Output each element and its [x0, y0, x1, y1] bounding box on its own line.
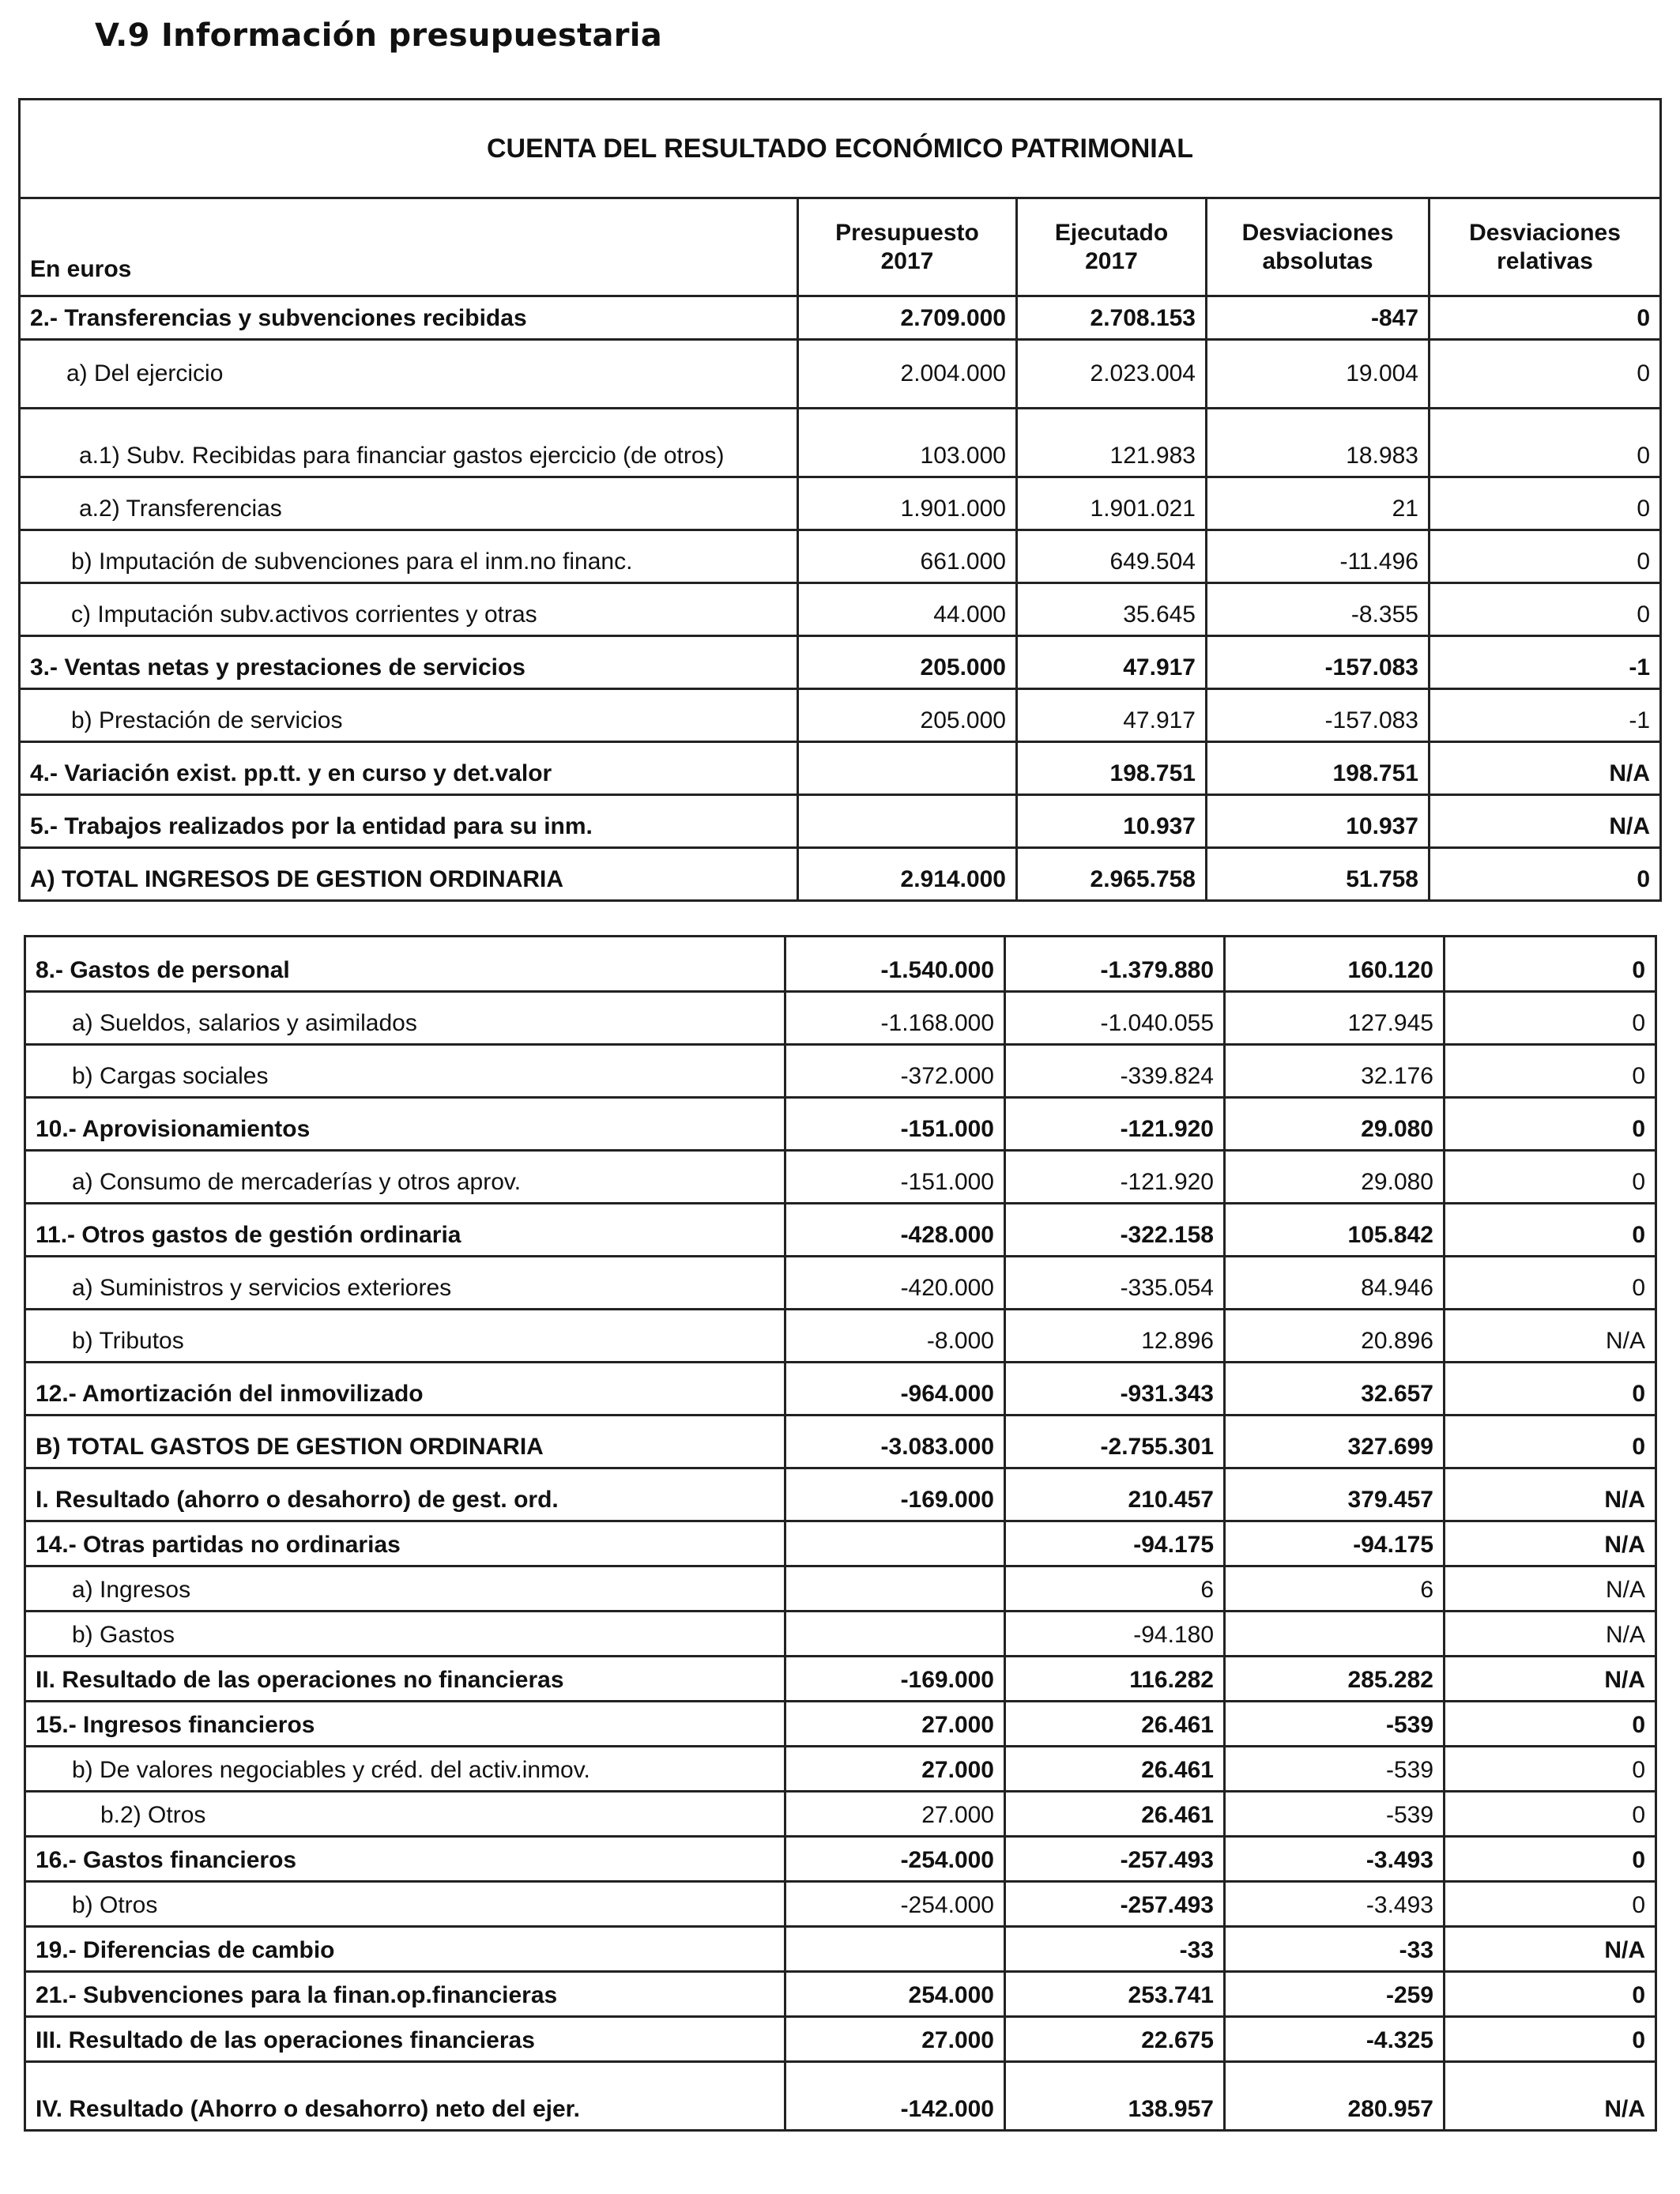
income-table	[18, 98, 1662, 902]
row-label: a) Consumo de mercaderías y otros aprov.	[25, 1151, 785, 1204]
cell-desv-relativa: 0	[1445, 1257, 1656, 1310]
header-units: En euros	[20, 198, 798, 296]
row-label: III. Resultado de las operaciones financieras	[25, 2017, 785, 2062]
row-label: 14.- Otras partidas no ordinarias	[25, 1521, 785, 1566]
table-row	[25, 1566, 1656, 1612]
cell-presupuesto: 27.000	[785, 1747, 1005, 1792]
cell-ejecutado: 47.917	[1017, 689, 1207, 742]
cell-ejecutado: -931.343	[1005, 1363, 1225, 1416]
cell-presupuesto: -254.000	[785, 1882, 1005, 1927]
cell-ejecutado: 35.645	[1017, 583, 1207, 636]
table-row	[25, 992, 1656, 1045]
row-label: B) TOTAL GASTOS DE GESTION ORDINARIA	[25, 1416, 785, 1468]
cell-presupuesto: 103.000	[798, 409, 1017, 477]
cell-ejecutado: -1.379.880	[1005, 937, 1225, 992]
cell-desv-absoluta: -8.355	[1207, 583, 1430, 636]
cell-presupuesto: 2.914.000	[798, 848, 1017, 901]
row-label: b) Tributos	[25, 1310, 785, 1363]
table-row	[20, 689, 1661, 742]
table-row	[20, 795, 1661, 848]
cell-desv-relativa: 0	[1430, 409, 1661, 477]
cell-ejecutado: -257.493	[1005, 1837, 1225, 1882]
column-header-row	[20, 198, 1661, 296]
cell-presupuesto: -1.168.000	[785, 992, 1005, 1045]
cell-ejecutado: -121.920	[1005, 1151, 1225, 1204]
cell-presupuesto: 205.000	[798, 636, 1017, 689]
cell-desv-relativa: N/A	[1445, 1612, 1656, 1657]
cell-ejecutado: 2.965.758	[1017, 848, 1207, 901]
cell-ejecutado: 1.901.021	[1017, 477, 1207, 530]
page-heading: V.9 Información presupuestaria	[95, 17, 663, 54]
cell-presupuesto: -3.083.000	[785, 1416, 1005, 1468]
row-label: b) Cargas sociales	[25, 1045, 785, 1098]
cell-desv-absoluta: 21	[1207, 477, 1430, 530]
row-label: IV. Resultado (Ahorro o desahorro) neto del ejer.	[25, 2062, 785, 2131]
cell-presupuesto: -1.540.000	[785, 937, 1005, 992]
cell-desv-relativa: N/A	[1445, 1310, 1656, 1363]
cell-presupuesto: -142.000	[785, 2062, 1005, 2131]
cell-desv-absoluta: 29.080	[1225, 1098, 1445, 1151]
table-row	[25, 2062, 1656, 2131]
row-label: a.2) Transferencias	[20, 477, 798, 530]
table-row	[20, 340, 1661, 409]
table-row	[25, 2017, 1656, 2062]
cell-ejecutado: 121.983	[1017, 409, 1207, 477]
table-row	[20, 583, 1661, 636]
cell-ejecutado: 22.675	[1005, 2017, 1225, 2062]
cell-ejecutado: -33	[1005, 1927, 1225, 1972]
cell-desv-absoluta: 32.176	[1225, 1045, 1445, 1098]
header-desv-absolutas: Desviaciones absolutas	[1207, 198, 1430, 296]
cell-desv-absoluta: 29.080	[1225, 1151, 1445, 1204]
cell-presupuesto: 27.000	[785, 2017, 1005, 2062]
row-label: b) Gastos	[25, 1612, 785, 1657]
row-label: b) Prestación de servicios	[20, 689, 798, 742]
cell-desv-relativa: N/A	[1445, 2062, 1656, 2131]
cell-ejecutado: 47.917	[1017, 636, 1207, 689]
row-label: I. Resultado (ahorro o desahorro) de gest. ord.	[25, 1468, 785, 1521]
cell-desv-absoluta: 327.699	[1225, 1416, 1445, 1468]
cell-presupuesto: 1.901.000	[798, 477, 1017, 530]
table-row	[25, 1098, 1656, 1151]
row-label: 3.- Ventas netas y prestaciones de servicios	[20, 636, 798, 689]
cell-desv-relativa: 0	[1445, 937, 1656, 992]
table-row	[25, 1837, 1656, 1882]
cell-ejecutado: 210.457	[1005, 1468, 1225, 1521]
cell-desv-relativa: 0	[1445, 1882, 1656, 1927]
row-label: b.2) Otros	[25, 1792, 785, 1837]
cell-presupuesto	[798, 795, 1017, 848]
cell-desv-absoluta: 20.896	[1225, 1310, 1445, 1363]
cell-presupuesto: -964.000	[785, 1363, 1005, 1416]
cell-desv-absoluta: -3.493	[1225, 1837, 1445, 1882]
cell-desv-relativa: 0	[1445, 1045, 1656, 1098]
cell-ejecutado: 253.741	[1005, 1972, 1225, 2017]
cell-ejecutado: 6	[1005, 1566, 1225, 1612]
row-label: a) Del ejercicio	[20, 340, 798, 409]
cell-desv-relativa: 0	[1445, 1972, 1656, 2017]
table-row	[20, 530, 1661, 583]
row-label: 4.- Variación exist. pp.tt. y en curso y det.valor	[20, 742, 798, 795]
table-row	[20, 477, 1661, 530]
cell-ejecutado: 198.751	[1017, 742, 1207, 795]
cell-desv-absoluta: -3.493	[1225, 1882, 1445, 1927]
row-label: 19.- Diferencias de cambio	[25, 1927, 785, 1972]
cell-desv-relativa: N/A	[1430, 795, 1661, 848]
cell-desv-absoluta: 198.751	[1207, 742, 1430, 795]
cell-ejecutado: -257.493	[1005, 1882, 1225, 1927]
table-row	[25, 1151, 1656, 1204]
cell-desv-absoluta: 280.957	[1225, 2062, 1445, 2131]
cell-presupuesto: -151.000	[785, 1151, 1005, 1204]
row-label: 5.- Trabajos realizados por la entidad para su inm.	[20, 795, 798, 848]
table-row	[25, 1927, 1656, 1972]
row-label: 21.- Subvenciones para la finan.op.financieras	[25, 1972, 785, 2017]
cell-desv-absoluta: 51.758	[1207, 848, 1430, 901]
cell-desv-absoluta: 32.657	[1225, 1363, 1445, 1416]
table-row	[25, 1045, 1656, 1098]
cell-ejecutado: -94.180	[1005, 1612, 1225, 1657]
cell-desv-absoluta: 84.946	[1225, 1257, 1445, 1310]
table-row	[20, 296, 1661, 340]
cell-presupuesto	[785, 1521, 1005, 1566]
cell-presupuesto: -428.000	[785, 1204, 1005, 1257]
cell-ejecutado: -1.040.055	[1005, 992, 1225, 1045]
header-desv-relativas: Desviaciones relativas	[1430, 198, 1661, 296]
cell-presupuesto: 27.000	[785, 1792, 1005, 1837]
cell-desv-relativa: 0	[1445, 1204, 1656, 1257]
cell-presupuesto: 44.000	[798, 583, 1017, 636]
cell-desv-relativa: N/A	[1445, 1657, 1656, 1702]
cell-desv-absoluta: -847	[1207, 296, 1430, 340]
cell-desv-absoluta: 379.457	[1225, 1468, 1445, 1521]
table-title-row	[20, 100, 1661, 198]
row-label: A) TOTAL INGRESOS DE GESTION ORDINARIA	[20, 848, 798, 901]
cell-desv-relativa: 0	[1430, 848, 1661, 901]
cell-desv-relativa: -1	[1430, 636, 1661, 689]
cell-desv-absoluta: -4.325	[1225, 2017, 1445, 2062]
table-row	[25, 1204, 1656, 1257]
cell-desv-relativa: 0	[1445, 1416, 1656, 1468]
cell-desv-absoluta: -539	[1225, 1747, 1445, 1792]
cell-ejecutado: -121.920	[1005, 1098, 1225, 1151]
header-presupuesto: Presupuesto 2017	[798, 198, 1017, 296]
table-row	[25, 1468, 1656, 1521]
cell-desv-absoluta: -33	[1225, 1927, 1445, 1972]
cell-desv-relativa: 0	[1430, 340, 1661, 409]
row-label: II. Resultado de las operaciones no financieras	[25, 1657, 785, 1702]
row-label: c) Imputación subv.activos corrientes y otras	[20, 583, 798, 636]
cell-ejecutado: 649.504	[1017, 530, 1207, 583]
cell-ejecutado: 2.708.153	[1017, 296, 1207, 340]
cell-desv-relativa: 0	[1445, 1363, 1656, 1416]
cell-desv-absoluta: 10.937	[1207, 795, 1430, 848]
table-row	[25, 1792, 1656, 1837]
cell-desv-absoluta: -11.496	[1207, 530, 1430, 583]
cell-desv-absoluta: 18.983	[1207, 409, 1430, 477]
expense-table	[24, 935, 1657, 2132]
cell-presupuesto	[785, 1566, 1005, 1612]
cell-ejecutado: -335.054	[1005, 1257, 1225, 1310]
cell-presupuesto: -372.000	[785, 1045, 1005, 1098]
cell-desv-absoluta	[1225, 1612, 1445, 1657]
table-row	[25, 1416, 1656, 1468]
cell-desv-relativa: N/A	[1445, 1468, 1656, 1521]
cell-presupuesto: 254.000	[785, 1972, 1005, 2017]
cell-desv-absoluta: -539	[1225, 1792, 1445, 1837]
table-title: CUENTA DEL RESULTADO ECONÓMICO PATRIMONIAL	[20, 100, 1661, 198]
cell-ejecutado: 2.023.004	[1017, 340, 1207, 409]
cell-desv-relativa: 0	[1445, 1837, 1656, 1882]
cell-ejecutado: 26.461	[1005, 1792, 1225, 1837]
table-row	[25, 937, 1656, 992]
cell-ejecutado: 26.461	[1005, 1747, 1225, 1792]
table-row	[20, 742, 1661, 795]
table-row	[25, 1612, 1656, 1657]
cell-desv-absoluta: -94.175	[1225, 1521, 1445, 1566]
cell-desv-relativa: N/A	[1430, 742, 1661, 795]
cell-desv-absoluta: 127.945	[1225, 992, 1445, 1045]
cell-ejecutado: -94.175	[1005, 1521, 1225, 1566]
cell-ejecutado: 116.282	[1005, 1657, 1225, 1702]
cell-desv-relativa: 0	[1445, 1151, 1656, 1204]
table-row	[25, 1972, 1656, 2017]
cell-desv-relativa: 0	[1445, 1098, 1656, 1151]
cell-ejecutado: 26.461	[1005, 1702, 1225, 1747]
row-label: 15.- Ingresos financieros	[25, 1702, 785, 1747]
cell-presupuesto: -169.000	[785, 1657, 1005, 1702]
cell-desv-relativa: 0	[1445, 2017, 1656, 2062]
cell-presupuesto	[785, 1612, 1005, 1657]
row-label: 2.- Transferencias y subvenciones recibidas	[20, 296, 798, 340]
cell-desv-relativa: 0	[1430, 477, 1661, 530]
cell-desv-relativa: 0	[1430, 296, 1661, 340]
table-row	[25, 1521, 1656, 1566]
cell-desv-relativa: N/A	[1445, 1521, 1656, 1566]
table-row	[25, 1747, 1656, 1792]
row-label: 11.- Otros gastos de gestión ordinaria	[25, 1204, 785, 1257]
table-row	[25, 1702, 1656, 1747]
cell-presupuesto	[798, 742, 1017, 795]
cell-presupuesto: 205.000	[798, 689, 1017, 742]
row-label: a) Suministros y servicios exteriores	[25, 1257, 785, 1310]
cell-presupuesto: -8.000	[785, 1310, 1005, 1363]
cell-desv-relativa: N/A	[1445, 1927, 1656, 1972]
cell-desv-absoluta: -157.083	[1207, 689, 1430, 742]
cell-presupuesto: -151.000	[785, 1098, 1005, 1151]
cell-desv-relativa: 0	[1430, 530, 1661, 583]
table-row	[25, 1657, 1656, 1702]
row-label: a.1) Subv. Recibidas para financiar gastos ejercicio (de otros)	[20, 409, 798, 477]
cell-presupuesto: 27.000	[785, 1702, 1005, 1747]
row-label: 16.- Gastos financieros	[25, 1837, 785, 1882]
cell-desv-relativa: 0	[1445, 992, 1656, 1045]
cell-desv-absoluta: 19.004	[1207, 340, 1430, 409]
row-label: 10.- Aprovisionamientos	[25, 1098, 785, 1151]
cell-desv-relativa: 0	[1445, 1747, 1656, 1792]
table-row	[20, 848, 1661, 901]
header-ejecutado: Ejecutado 2017	[1017, 198, 1207, 296]
table-row	[25, 1310, 1656, 1363]
cell-desv-absoluta: -259	[1225, 1972, 1445, 2017]
table-row	[25, 1257, 1656, 1310]
cell-ejecutado: -322.158	[1005, 1204, 1225, 1257]
cell-desv-absoluta: -539	[1225, 1702, 1445, 1747]
cell-desv-absoluta: 105.842	[1225, 1204, 1445, 1257]
row-label: 8.- Gastos de personal	[25, 937, 785, 992]
cell-ejecutado: 138.957	[1005, 2062, 1225, 2131]
row-label: b) Imputación de subvenciones para el inm.no financ.	[20, 530, 798, 583]
row-label: b) Otros	[25, 1882, 785, 1927]
cell-desv-absoluta: 285.282	[1225, 1657, 1445, 1702]
table-row	[20, 409, 1661, 477]
cell-presupuesto: 2.004.000	[798, 340, 1017, 409]
cell-presupuesto: -420.000	[785, 1257, 1005, 1310]
row-label: a) Sueldos, salarios y asimilados	[25, 992, 785, 1045]
cell-ejecutado: 10.937	[1017, 795, 1207, 848]
cell-presupuesto	[785, 1927, 1005, 1972]
table-row	[20, 636, 1661, 689]
cell-desv-absoluta: 6	[1225, 1566, 1445, 1612]
table-row	[25, 1363, 1656, 1416]
cell-presupuesto: 661.000	[798, 530, 1017, 583]
cell-desv-absoluta: 160.120	[1225, 937, 1445, 992]
row-label: b) De valores negociables y créd. del activ.inmov.	[25, 1747, 785, 1792]
cell-presupuesto: 2.709.000	[798, 296, 1017, 340]
cell-ejecutado: 12.896	[1005, 1310, 1225, 1363]
cell-presupuesto: -169.000	[785, 1468, 1005, 1521]
row-label: 12.- Amortización del inmovilizado	[25, 1363, 785, 1416]
cell-ejecutado: -339.824	[1005, 1045, 1225, 1098]
cell-desv-relativa: 0	[1445, 1792, 1656, 1837]
table-row	[25, 1882, 1656, 1927]
cell-presupuesto: -254.000	[785, 1837, 1005, 1882]
cell-desv-absoluta: -157.083	[1207, 636, 1430, 689]
cell-desv-relativa: 0	[1430, 583, 1661, 636]
cell-desv-relativa: -1	[1430, 689, 1661, 742]
cell-desv-relativa: N/A	[1445, 1566, 1656, 1612]
row-label: a) Ingresos	[25, 1566, 785, 1612]
cell-ejecutado: -2.755.301	[1005, 1416, 1225, 1468]
cell-desv-relativa: 0	[1445, 1702, 1656, 1747]
